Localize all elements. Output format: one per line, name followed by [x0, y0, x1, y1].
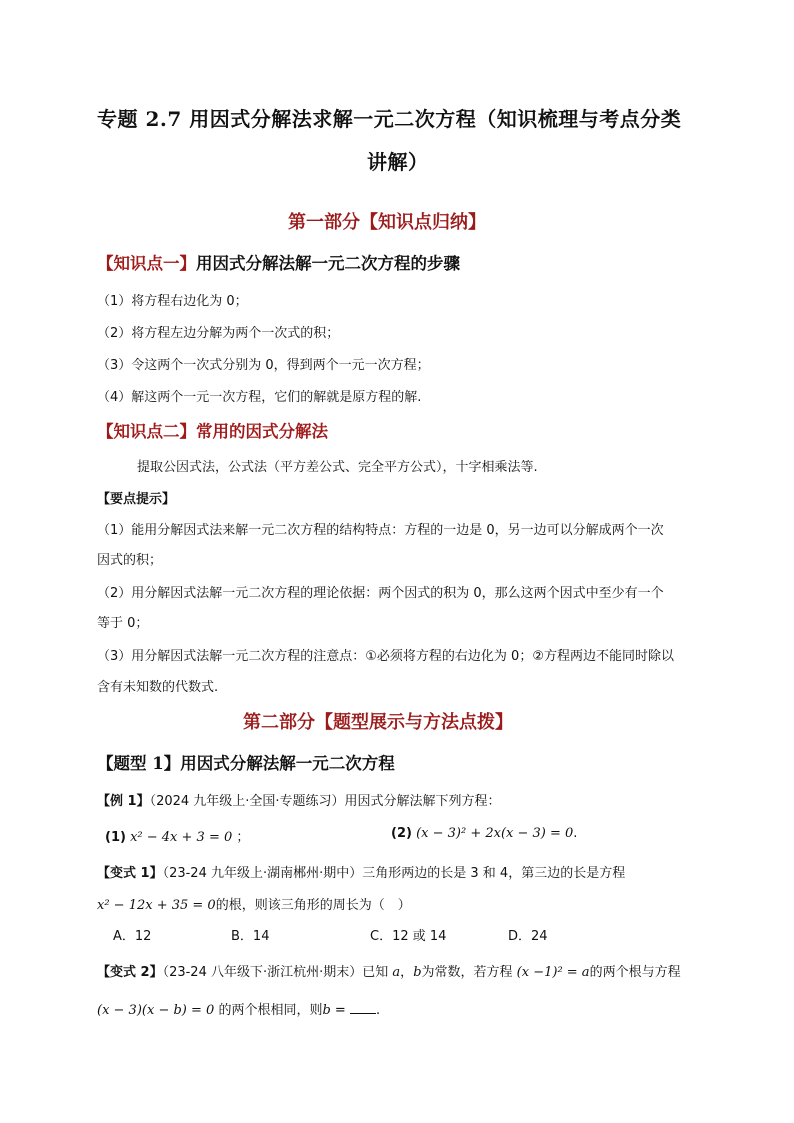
example1-label: 【例 1】	[97, 794, 150, 809]
tips-heading: 【要点提示】	[97, 492, 176, 507]
kp2-bracket: 【知识点二】	[97, 422, 196, 441]
kp1-step: （3）令这两个一次式分别为 0，得到两个一元一次方程；	[97, 358, 430, 373]
kp1-bracket: 【知识点一】	[97, 254, 196, 273]
variant1-option-d: D．24	[508, 929, 548, 944]
q2-number: (2)	[391, 826, 412, 841]
variant1-option-b: B．14	[231, 929, 270, 944]
variant2-text: （23-24 八年级下·浙江杭州·期末）已知	[162, 965, 389, 980]
doc-title-line2: 讲解）	[367, 150, 429, 174]
kp2-heading	[97, 418, 328, 442]
variant2-comma: ，	[400, 965, 414, 980]
variant2-line2	[97, 999, 380, 1018]
kp2-title: 常用的因式分解法	[196, 422, 328, 441]
example1-text: （2024 九年级上·全国·专题练习）用因式分解法解下列方程：	[149, 794, 501, 809]
variant1-text2: 的根，则该三角形的周长为（ ）	[215, 898, 411, 913]
tips-line: （2）用分解因式法解一元二次方程的理论依据：两个因式的积为 0，那么这两个因式中至少有一个	[97, 586, 664, 601]
type1-heading	[97, 750, 395, 774]
kp2-content: 提取公因式法，公式法（平方差公式、完全平方公式），十字相乘法等.	[137, 460, 538, 475]
variant1-equation: x² − 12x + 35 = 0	[97, 898, 216, 913]
tips-line: （1）能用分解因式法来解一元二次方程的结构特点：方程的一边是 0，另一边可以分解成两个一次	[97, 523, 664, 538]
kp1-title: 用因式分解法解一元二次方程的步骤	[196, 254, 460, 273]
tips-line: 因式的积；	[97, 553, 163, 568]
variant2-end: .	[375, 1003, 381, 1018]
part1-heading: 第一部分【知识点归纳】	[288, 212, 486, 233]
q2-equation: (x − 3)² + 2x(x − 3) = 0	[416, 826, 574, 841]
var-b-answer: b	[322, 1003, 331, 1018]
example1	[97, 790, 501, 809]
kp1-step: （1）将方程右边化为 0；	[97, 294, 248, 309]
variant1-text: （23-24 九年级上·湖南郴州·期中）三角形两边的长是 3 和 4，第三边的长是方程	[162, 866, 626, 881]
variant2	[97, 961, 681, 980]
q1-equation: x² − 4x + 3 = 0	[130, 830, 233, 845]
q1-tail: ；	[236, 830, 250, 845]
example1-q2	[391, 826, 577, 841]
tips-line: 等于 0；	[97, 616, 149, 631]
tips-line: 含有未知数的代数式.	[97, 680, 219, 695]
variant1-option-a: A．12	[113, 929, 152, 944]
variant2-eqsign: =	[330, 1003, 350, 1018]
variant1	[97, 862, 625, 881]
variant2-text-b: 为常数，若方程	[421, 965, 513, 980]
variant1-option-c: C．12 或 14	[370, 929, 447, 944]
doc-title-line1: 专题 2.7 用因式分解法求解一元二次方程（知识梳理与考点分类	[97, 107, 682, 131]
type1-title: 用因式分解法解一元二次方程	[180, 754, 395, 773]
kp1-step: （2）将方程左边分解为两个一次式的积；	[97, 326, 340, 341]
variant1-label: 【变式 1】	[97, 866, 163, 881]
variant2-text-d: 的两个根相同，则	[218, 1003, 323, 1018]
var-a: a	[392, 965, 401, 980]
tips-line: （3）用分解因式法解一元二次方程的注意点：①必须将方程的右边化为 0；②方程两边不能同时除以	[97, 649, 674, 664]
kp1-heading	[97, 250, 460, 274]
kp1-step: （4）解这两个一元一次方程，它们的解就是原方程的解.	[97, 390, 422, 405]
example1-q1	[105, 826, 249, 845]
variant2-equation1: (x −1)² = a	[516, 965, 590, 980]
variant2-text-c: 的两个根与方程	[589, 965, 681, 980]
part2-heading: 第二部分【题型展示与方法点拨】	[243, 712, 513, 733]
q2-tail: .	[573, 826, 578, 841]
answer-blank[interactable]	[350, 1001, 376, 1014]
q1-number: (1)	[105, 830, 126, 845]
variant2-label: 【变式 2】	[97, 965, 163, 980]
variant2-equation2: (x − 3)(x − b) = 0	[97, 1003, 215, 1018]
variant1-line2	[97, 894, 411, 913]
var-b: b	[413, 965, 422, 980]
type1-label: 【题型 1】	[97, 754, 181, 773]
